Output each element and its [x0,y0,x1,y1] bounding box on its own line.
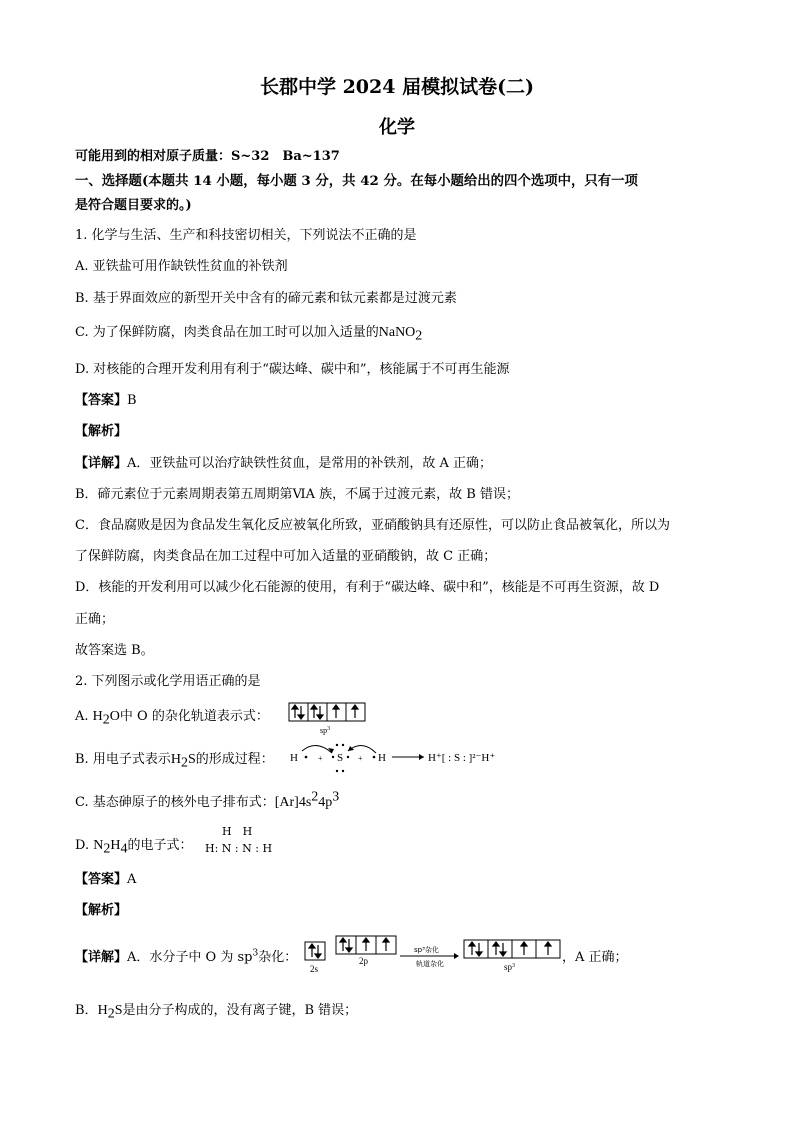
svg-text:+: + [358,754,363,763]
q1-detail-3: C．食品腐败是因为食品发生氧化反应被氧化所致，亚硝酸钠具有还原性，可以防止食品被氧化，所以为 [75,518,670,533]
lewis-formation-b [288,737,528,777]
svg-text:2s: 2s [310,964,319,974]
q1-detail-5: D．核能的开发利用可以减少化石能源的使用，有利于“碳达峰、碳中和”，核能是不可再生资源，故 D [75,580,660,595]
q2-option-d: D. $N_2H_4$的电子式： [75,838,193,857]
hybridization-diagram [304,934,584,978]
section-heading-line2: 是符合题目要求的。) [75,198,192,213]
exam-title: 长郡中学 2024 届模拟试卷(二) [259,76,535,98]
q2-stem: 2. 下列图示或化学用语正确的是 [75,674,261,689]
q2-detail-1-end: ，A 正确； [562,950,628,965]
q1-stem: 1. 化学与生活、生产和科技密切相关，下列说法不正确的是 [75,228,417,243]
svg-text:S: S [337,752,344,764]
atomic-mass-line: 可能用到的相对原子质量：S~32 Ba~137 [75,149,340,164]
q1-answer: 【答案】B [75,393,137,408]
n2h4-lewis-top: H H [222,825,253,838]
q1-option-d: D. 对核能的合理开发利用有利于“碳达峰、碳中和”，核能属于不可再生能源 [75,362,510,377]
q1-detail-1: 【详解】A．亚铁盐可以治疗缺铁性贫血，是常用的补铁剂，故 A 正确； [75,456,493,471]
subject-title: 化学 [379,117,415,138]
q2-option-c: C. 基态砷原子的核外电子排布式：$[Ar]4s^24p^3$ [75,789,340,810]
q1-detail-6: 正确； [75,612,115,627]
svg-text:2p: 2p [359,956,368,966]
q2-option-b: B. 用电子式表示$H_2S$的形成过程： [75,752,274,771]
q1-analysis-label: 【解析】 [75,424,128,439]
n2h4-lewis-bottom: H: N : N : H [205,842,273,855]
q1-option-a: A. 亚铁盐可用作缺铁性贫血的补铁剂 [75,259,288,274]
section-heading-line1: 一、选择题(本题共 14 小题，每小题 3 分，共 42 分。在每小题给出的四个选项中，只有一项 [75,173,638,189]
svg-text:H: H [378,752,386,764]
q2-detail-1: 【详解】A．水分子中 O 为 $sp^3$杂化： [75,948,298,965]
q1-detail-2: B．碲元素位于元素周期表第五周期第ⅥA 族，不属于过渡元素，故 B 错误； [75,487,519,502]
q1-option-c: C. 为了保鲜防腐，肉类食品在加工时可以加入适量的NaNO$_2$ [75,325,423,344]
q1-option-b: B. 基于界面效应的新型开关中含有的碲元素和钛元素都是过渡元素 [75,291,457,306]
q2-answer: 【答案】A [75,872,137,887]
svg-text:H: H [290,752,298,764]
q2-detail-2: B．$H_2S$是由分子构成的，没有离子键，B 错误； [75,1003,358,1022]
q2-option-a: A. $H_2O$中 O 的杂化轨道表示式： [75,709,269,728]
svg-text:+: + [318,754,323,763]
svg-text:sp³杂化: sp³杂化 [414,946,439,954]
q1-detail-4: 了保鲜防腐，肉类食品在加工过程中可加入适量的亚硝酸钠，故 C 正确； [75,549,497,564]
svg-text:sp3: $sp^3$ [320,726,331,735]
orbital-diagram-a [288,701,368,737]
svg-text:H⁺[ : S : ]²⁻H⁺: H⁺[ : S : ]²⁻H⁺ [428,752,496,764]
q2-analysis-label: 【解析】 [75,903,128,918]
svg-text:sp3: $sp^3$ [504,962,516,972]
svg-text:轨道杂化: 轨道杂化 [416,960,444,968]
q1-conclusion: 故答案选 B。 [75,643,154,658]
